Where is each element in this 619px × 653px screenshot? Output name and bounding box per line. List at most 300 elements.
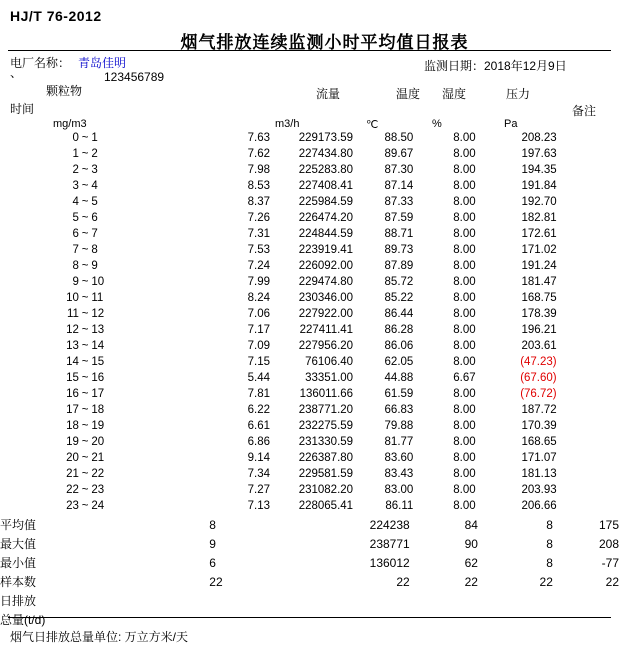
concentration-value: 5.44 — [247, 372, 270, 384]
hour-start: 6 — [72, 228, 79, 240]
summary-temperature: 22 — [464, 575, 478, 589]
concentration-value: 8.53 — [247, 180, 270, 192]
hour-start: 2 — [72, 164, 79, 176]
humidity-value: 6.67 — [453, 372, 476, 384]
summary-row — [0, 592, 619, 611]
temperature-value: 89.73 — [384, 244, 414, 256]
humidity-value: 8.00 — [453, 260, 476, 272]
temperature-value: 86.28 — [384, 324, 414, 336]
remark-value — [557, 210, 619, 226]
humidity-value: 8.00 — [453, 324, 476, 336]
summary-row — [0, 573, 619, 592]
temperature-value: 62.05 — [384, 356, 414, 368]
page-title: 烟气排放连续监测小时平均值日报表 — [180, 33, 469, 52]
summary-row — [0, 535, 619, 554]
concentration-value: 7.27 — [247, 484, 270, 496]
summary-temperature: 90 — [464, 537, 478, 551]
remark-value — [557, 418, 619, 434]
hour-end: 6 — [91, 212, 98, 224]
temperature-value: 66.83 — [384, 404, 414, 416]
summary-concentration: 9 — [209, 537, 216, 551]
table-row — [0, 162, 619, 178]
hour-start: 3 — [72, 180, 79, 192]
flow-value: 223919.41 — [298, 244, 354, 256]
temperature-value: 89.67 — [384, 148, 414, 160]
flow-value: 227956.20 — [298, 340, 354, 352]
flow-value: 226092.00 — [298, 260, 354, 272]
pressure-value: 203.61 — [521, 340, 557, 352]
flow-value: 225283.80 — [298, 164, 354, 176]
concentration-value: 8.24 — [247, 292, 270, 304]
humidity-value: 8.00 — [453, 468, 476, 480]
pressure-value: 191.84 — [521, 180, 557, 192]
table-row — [0, 402, 619, 418]
table-row — [0, 498, 619, 514]
hour-start: 1 — [72, 148, 79, 160]
pressure-value: 168.65 — [521, 436, 557, 448]
hour-separator: ~ — [81, 404, 89, 416]
concentration-value: 6.61 — [247, 420, 270, 432]
hour-start: 20 — [66, 452, 79, 464]
concentration-value: 7.81 — [247, 388, 270, 400]
temperature-value: 44.88 — [384, 372, 414, 384]
humidity-value: 8.00 — [453, 420, 476, 432]
remark-value — [557, 162, 619, 178]
summary-label: 最小值 — [0, 556, 37, 570]
remark-value — [557, 226, 619, 242]
pressure-value: 197.63 — [521, 148, 557, 160]
column-header-flow: 流量 — [316, 87, 341, 101]
concentration-value: 7.63 — [247, 132, 270, 144]
concentration-value: 8.37 — [247, 196, 270, 208]
table-row — [0, 146, 619, 162]
hour-start: 12 — [66, 324, 79, 336]
hour-end: 4 — [91, 180, 98, 192]
humidity-value: 8.00 — [453, 180, 476, 192]
hour-start: 19 — [66, 436, 79, 448]
hour-separator: ~ — [81, 276, 89, 288]
humidity-value: 8.00 — [453, 276, 476, 288]
pressure-value: (76.72) — [520, 388, 557, 400]
table-row — [0, 370, 619, 386]
remark-value — [557, 450, 619, 466]
hour-start: 8 — [72, 260, 79, 272]
table-row — [0, 482, 619, 498]
summary-concentration: 6 — [209, 556, 216, 570]
hour-end: 14 — [91, 340, 105, 352]
summary-label: 日排放 — [0, 594, 37, 608]
hour-separator: ~ — [81, 420, 89, 432]
summary-pressure: 175 — [598, 518, 619, 532]
summary-temperature: 84 — [464, 518, 478, 532]
summary-flow: 22 — [396, 575, 410, 589]
table-row — [0, 130, 619, 146]
column-header-pressure: 压力 — [506, 87, 531, 101]
humidity-value: 8.00 — [453, 308, 476, 320]
hour-separator: ~ — [81, 340, 89, 352]
hour-start: 16 — [66, 388, 79, 400]
summary-pressure: 208 — [598, 537, 619, 551]
temperature-value: 83.00 — [384, 484, 414, 496]
summary-pressure — [553, 611, 619, 630]
humidity-value: 8.00 — [453, 148, 476, 160]
humidity-value: 8.00 — [453, 484, 476, 496]
hour-start: 5 — [72, 212, 79, 224]
table-row — [0, 194, 619, 210]
remark-value — [557, 434, 619, 450]
hour-end: 1 — [91, 132, 98, 144]
table-row — [0, 258, 619, 274]
hour-end: 19 — [91, 420, 105, 432]
concentration-value: 7.99 — [247, 276, 270, 288]
summary-label: 样本数 — [0, 575, 37, 589]
unit-humidity: % — [432, 118, 442, 130]
humidity-value: 8.00 — [453, 244, 476, 256]
concentration-value: 9.14 — [247, 452, 270, 464]
table-row — [0, 210, 619, 226]
temperature-value: 87.30 — [384, 164, 414, 176]
temperature-value: 86.06 — [384, 340, 414, 352]
device-id: 123456789 — [104, 70, 165, 84]
hour-separator: ~ — [81, 132, 89, 144]
flow-value: 224844.59 — [298, 228, 354, 240]
unit-temperature: ℃ — [366, 119, 379, 131]
temperature-value: 86.44 — [384, 308, 414, 320]
pollutant-label: 颗粒物 — [46, 84, 83, 98]
remark-value — [557, 306, 619, 322]
temperature-value: 87.14 — [384, 180, 414, 192]
summary-label: 平均值 — [0, 518, 37, 532]
remark-value — [557, 354, 619, 370]
column-header-temperature: 温度 — [396, 87, 421, 101]
temperature-value: 86.11 — [385, 500, 414, 512]
table-row — [0, 242, 619, 258]
hour-start: 22 — [66, 484, 79, 496]
summary-humidity: 22 — [539, 575, 553, 589]
divider-top — [8, 50, 611, 51]
hour-end: 22 — [91, 468, 105, 480]
standard-code: HJ/T 76-2012 — [10, 8, 102, 24]
hour-separator: ~ — [81, 260, 89, 272]
unit-pressure: Pa — [504, 118, 518, 130]
flow-value: 231082.20 — [298, 484, 354, 496]
table-row — [0, 290, 619, 306]
humidity-value: 8.00 — [453, 196, 476, 208]
remark-value — [557, 322, 619, 338]
hour-end: 9 — [91, 260, 98, 272]
table-row — [0, 338, 619, 354]
hour-end: 18 — [91, 404, 105, 416]
summary-pressure — [553, 592, 619, 611]
summary-humidity — [478, 611, 553, 630]
summary-concentration: 22 — [209, 575, 223, 589]
summary-humidity: 8 — [546, 537, 553, 551]
hour-separator: ~ — [81, 196, 89, 208]
remark-value — [557, 130, 619, 146]
concentration-value: 6.86 — [247, 436, 270, 448]
hour-separator: ~ — [81, 244, 89, 256]
humidity-value: 8.00 — [453, 132, 476, 144]
pressure-value: 168.75 — [521, 292, 557, 304]
hour-separator: ~ — [81, 308, 89, 320]
hour-separator: ~ — [81, 164, 89, 176]
flow-value: 227411.41 — [299, 324, 354, 336]
table-row — [0, 450, 619, 466]
unit-concentration: mg/m3 — [53, 118, 87, 130]
column-header-humidity: 湿度 — [442, 87, 467, 101]
table-row — [0, 226, 619, 242]
humidity-value: 8.00 — [453, 436, 476, 448]
hour-separator: ~ — [81, 148, 89, 160]
column-header-remark: 备注 — [572, 104, 597, 118]
pressure-value: 203.93 — [521, 484, 557, 496]
remark-value — [557, 178, 619, 194]
pressure-value: 196.21 — [521, 324, 557, 336]
summary-humidity: 8 — [546, 556, 553, 570]
summary-concentration — [209, 611, 275, 630]
summary-flow: 136012 — [369, 556, 410, 570]
remark-value — [557, 242, 619, 258]
concentration-value: 6.22 — [247, 404, 270, 416]
hour-end: 24 — [91, 500, 105, 512]
pressure-value: 172.61 — [521, 228, 557, 240]
pressure-value: 178.39 — [521, 308, 557, 320]
flow-value: 229173.59 — [298, 132, 354, 144]
summary-flow: 224238 — [369, 518, 410, 532]
pressure-value: 182.81 — [521, 212, 557, 224]
temperature-value: 79.88 — [384, 420, 414, 432]
table-row — [0, 274, 619, 290]
pressure-value: 171.02 — [521, 244, 557, 256]
pressure-value: 191.24 — [521, 260, 557, 272]
remark-value — [557, 498, 619, 514]
hour-separator: ~ — [81, 324, 89, 336]
hour-separator: ~ — [81, 292, 89, 304]
hour-separator: ~ — [81, 452, 89, 464]
humidity-value: 8.00 — [453, 388, 476, 400]
table-row — [0, 322, 619, 338]
table-row — [0, 178, 619, 194]
pressure-value: 181.13 — [521, 468, 557, 480]
summary-table — [0, 516, 619, 630]
concentration-value: 7.53 — [247, 244, 270, 256]
temperature-value: 87.89 — [384, 260, 414, 272]
temperature-value: 81.77 — [384, 436, 414, 448]
concentration-value: 7.17 — [247, 324, 270, 336]
hour-separator: ~ — [81, 180, 89, 192]
summary-flow: 238771 — [369, 537, 410, 551]
flow-value: 227434.80 — [298, 148, 354, 160]
remark-value — [557, 466, 619, 482]
flow-value: 226474.20 — [298, 212, 354, 224]
table-row — [0, 434, 619, 450]
concentration-value: 7.15 — [247, 356, 270, 368]
hour-separator: ~ — [81, 356, 89, 368]
monitor-date: 监测日期：2018年12月9日 — [424, 59, 567, 73]
hour-start: 7 — [72, 244, 79, 256]
hour-separator: ~ — [81, 484, 89, 496]
summary-concentration — [209, 592, 275, 611]
flow-value: 228065.41 — [298, 500, 354, 512]
flow-value: 229474.80 — [298, 276, 354, 288]
hour-end: 7 — [91, 228, 98, 240]
temperature-value: 87.33 — [384, 196, 414, 208]
hour-end: 10 — [91, 276, 105, 288]
table-row — [0, 354, 619, 370]
pressure-value: 171.07 — [521, 452, 557, 464]
hour-separator: ~ — [81, 228, 89, 240]
summary-temperature — [410, 611, 478, 630]
remark-value — [557, 290, 619, 306]
hour-end: 17 — [91, 388, 105, 400]
concentration-value: 7.98 — [247, 164, 270, 176]
summary-row — [0, 516, 619, 535]
hour-start: 13 — [66, 340, 79, 352]
hour-end: 5 — [91, 196, 98, 208]
flow-value: 226387.80 — [298, 452, 354, 464]
summary-temperature: 62 — [464, 556, 478, 570]
humidity-value: 8.00 — [453, 292, 476, 304]
hour-start: 14 — [66, 356, 79, 368]
table-row — [0, 466, 619, 482]
table-row — [0, 306, 619, 322]
flow-value: 231330.59 — [298, 436, 354, 448]
humidity-value: 8.00 — [453, 356, 476, 368]
remark-value — [557, 482, 619, 498]
factory-name-value: 青岛佳明 — [78, 56, 127, 70]
unit-flow: m3/h — [275, 118, 300, 130]
hour-separator: ~ — [81, 500, 89, 512]
hour-start: 9 — [72, 276, 79, 288]
pressure-value: 181.47 — [521, 276, 557, 288]
remark-value — [557, 402, 619, 418]
hour-end: 13 — [91, 324, 105, 336]
humidity-value: 8.00 — [453, 164, 476, 176]
concentration-value: 7.06 — [247, 308, 270, 320]
remark-value — [557, 338, 619, 354]
summary-label: 总量(t/d) — [0, 613, 46, 627]
summary-temperature — [410, 592, 478, 611]
remark-value — [557, 370, 619, 386]
concentration-value: 7.34 — [247, 468, 270, 480]
hour-start: 21 — [66, 468, 79, 480]
pressure-value: 192.70 — [521, 196, 557, 208]
flow-value: 227408.41 — [298, 180, 354, 192]
summary-pressure: 22 — [605, 575, 619, 589]
hour-start: 18 — [66, 420, 79, 432]
concentration-value: 7.09 — [247, 340, 270, 352]
humidity-value: 8.00 — [453, 340, 476, 352]
hour-start: 23 — [66, 500, 79, 512]
pressure-value: 208.23 — [521, 132, 557, 144]
temperature-value: 83.60 — [384, 452, 414, 464]
hour-end: 15 — [91, 356, 105, 368]
flow-value: 227922.00 — [298, 308, 354, 320]
summary-row — [0, 554, 619, 573]
hour-separator: ~ — [81, 372, 89, 384]
remark-value — [557, 386, 619, 402]
temperature-value: 87.59 — [384, 212, 414, 224]
hourly-data-table — [0, 130, 619, 514]
hour-start: 17 — [66, 404, 79, 416]
hour-end: 16 — [91, 372, 105, 384]
summary-flow — [275, 611, 409, 630]
humidity-value: 8.00 — [453, 500, 476, 512]
remark-value — [557, 274, 619, 290]
hour-end: 12 — [91, 308, 105, 320]
pressure-value: 194.35 — [521, 164, 557, 176]
hour-end: 11 — [91, 292, 104, 304]
flow-value: 76106.40 — [305, 356, 354, 368]
pressure-value: (67.60) — [520, 372, 557, 384]
flow-value: 136011.66 — [299, 388, 354, 400]
humidity-value: 8.00 — [453, 404, 476, 416]
hour-end: 8 — [91, 244, 98, 256]
summary-humidity: 8 — [546, 518, 553, 532]
concentration-value: 7.62 — [247, 148, 270, 160]
humidity-value: 8.00 — [453, 452, 476, 464]
temperature-value: 83.43 — [384, 468, 414, 480]
pressure-value: (47.23) — [520, 356, 557, 368]
hour-separator: ~ — [81, 436, 89, 448]
summary-flow — [275, 592, 409, 611]
hour-end: 21 — [91, 452, 105, 464]
flow-value: 225984.59 — [298, 196, 354, 208]
remark-value — [557, 258, 619, 274]
tick-mark: 、 — [10, 66, 23, 80]
footer-note: 烟气日排放总量单位: 万立方米/天 — [10, 630, 189, 644]
hour-start: 10 — [66, 292, 79, 304]
temperature-value: 85.72 — [384, 276, 414, 288]
pressure-value: 170.39 — [521, 420, 557, 432]
hour-end: 3 — [91, 164, 98, 176]
hour-start: 0 — [72, 132, 79, 144]
flow-value: 33351.00 — [305, 372, 354, 384]
humidity-value: 8.00 — [453, 228, 476, 240]
hour-start: 11 — [66, 308, 79, 320]
concentration-value: 7.31 — [247, 228, 270, 240]
humidity-value: 8.00 — [453, 212, 476, 224]
flow-value: 229581.59 — [298, 468, 354, 480]
column-header-time: 时间 — [10, 102, 35, 116]
remark-value — [557, 146, 619, 162]
temperature-value: 88.71 — [384, 228, 414, 240]
summary-humidity — [478, 592, 553, 611]
temperature-value: 88.50 — [384, 132, 414, 144]
table-row — [0, 386, 619, 402]
flow-value: 238771.20 — [298, 404, 354, 416]
summary-concentration: 8 — [209, 518, 216, 532]
divider-bottom — [8, 617, 611, 618]
flow-value: 230346.00 — [298, 292, 354, 304]
hour-end: 2 — [91, 148, 98, 160]
hour-start: 15 — [66, 372, 79, 384]
hour-start: 4 — [72, 196, 79, 208]
hour-end: 20 — [91, 436, 105, 448]
pressure-value: 206.66 — [521, 500, 557, 512]
remark-value — [557, 194, 619, 210]
flow-value: 232275.59 — [298, 420, 354, 432]
concentration-value: 7.26 — [247, 212, 270, 224]
temperature-value: 85.22 — [384, 292, 414, 304]
factory-name-label: 电厂名称： — [10, 56, 71, 70]
pressure-value: 187.72 — [521, 404, 557, 416]
concentration-value: 7.13 — [247, 500, 270, 512]
hour-end: 23 — [91, 484, 105, 496]
hour-separator: ~ — [81, 212, 89, 224]
hour-separator: ~ — [81, 468, 89, 480]
table-row — [0, 418, 619, 434]
